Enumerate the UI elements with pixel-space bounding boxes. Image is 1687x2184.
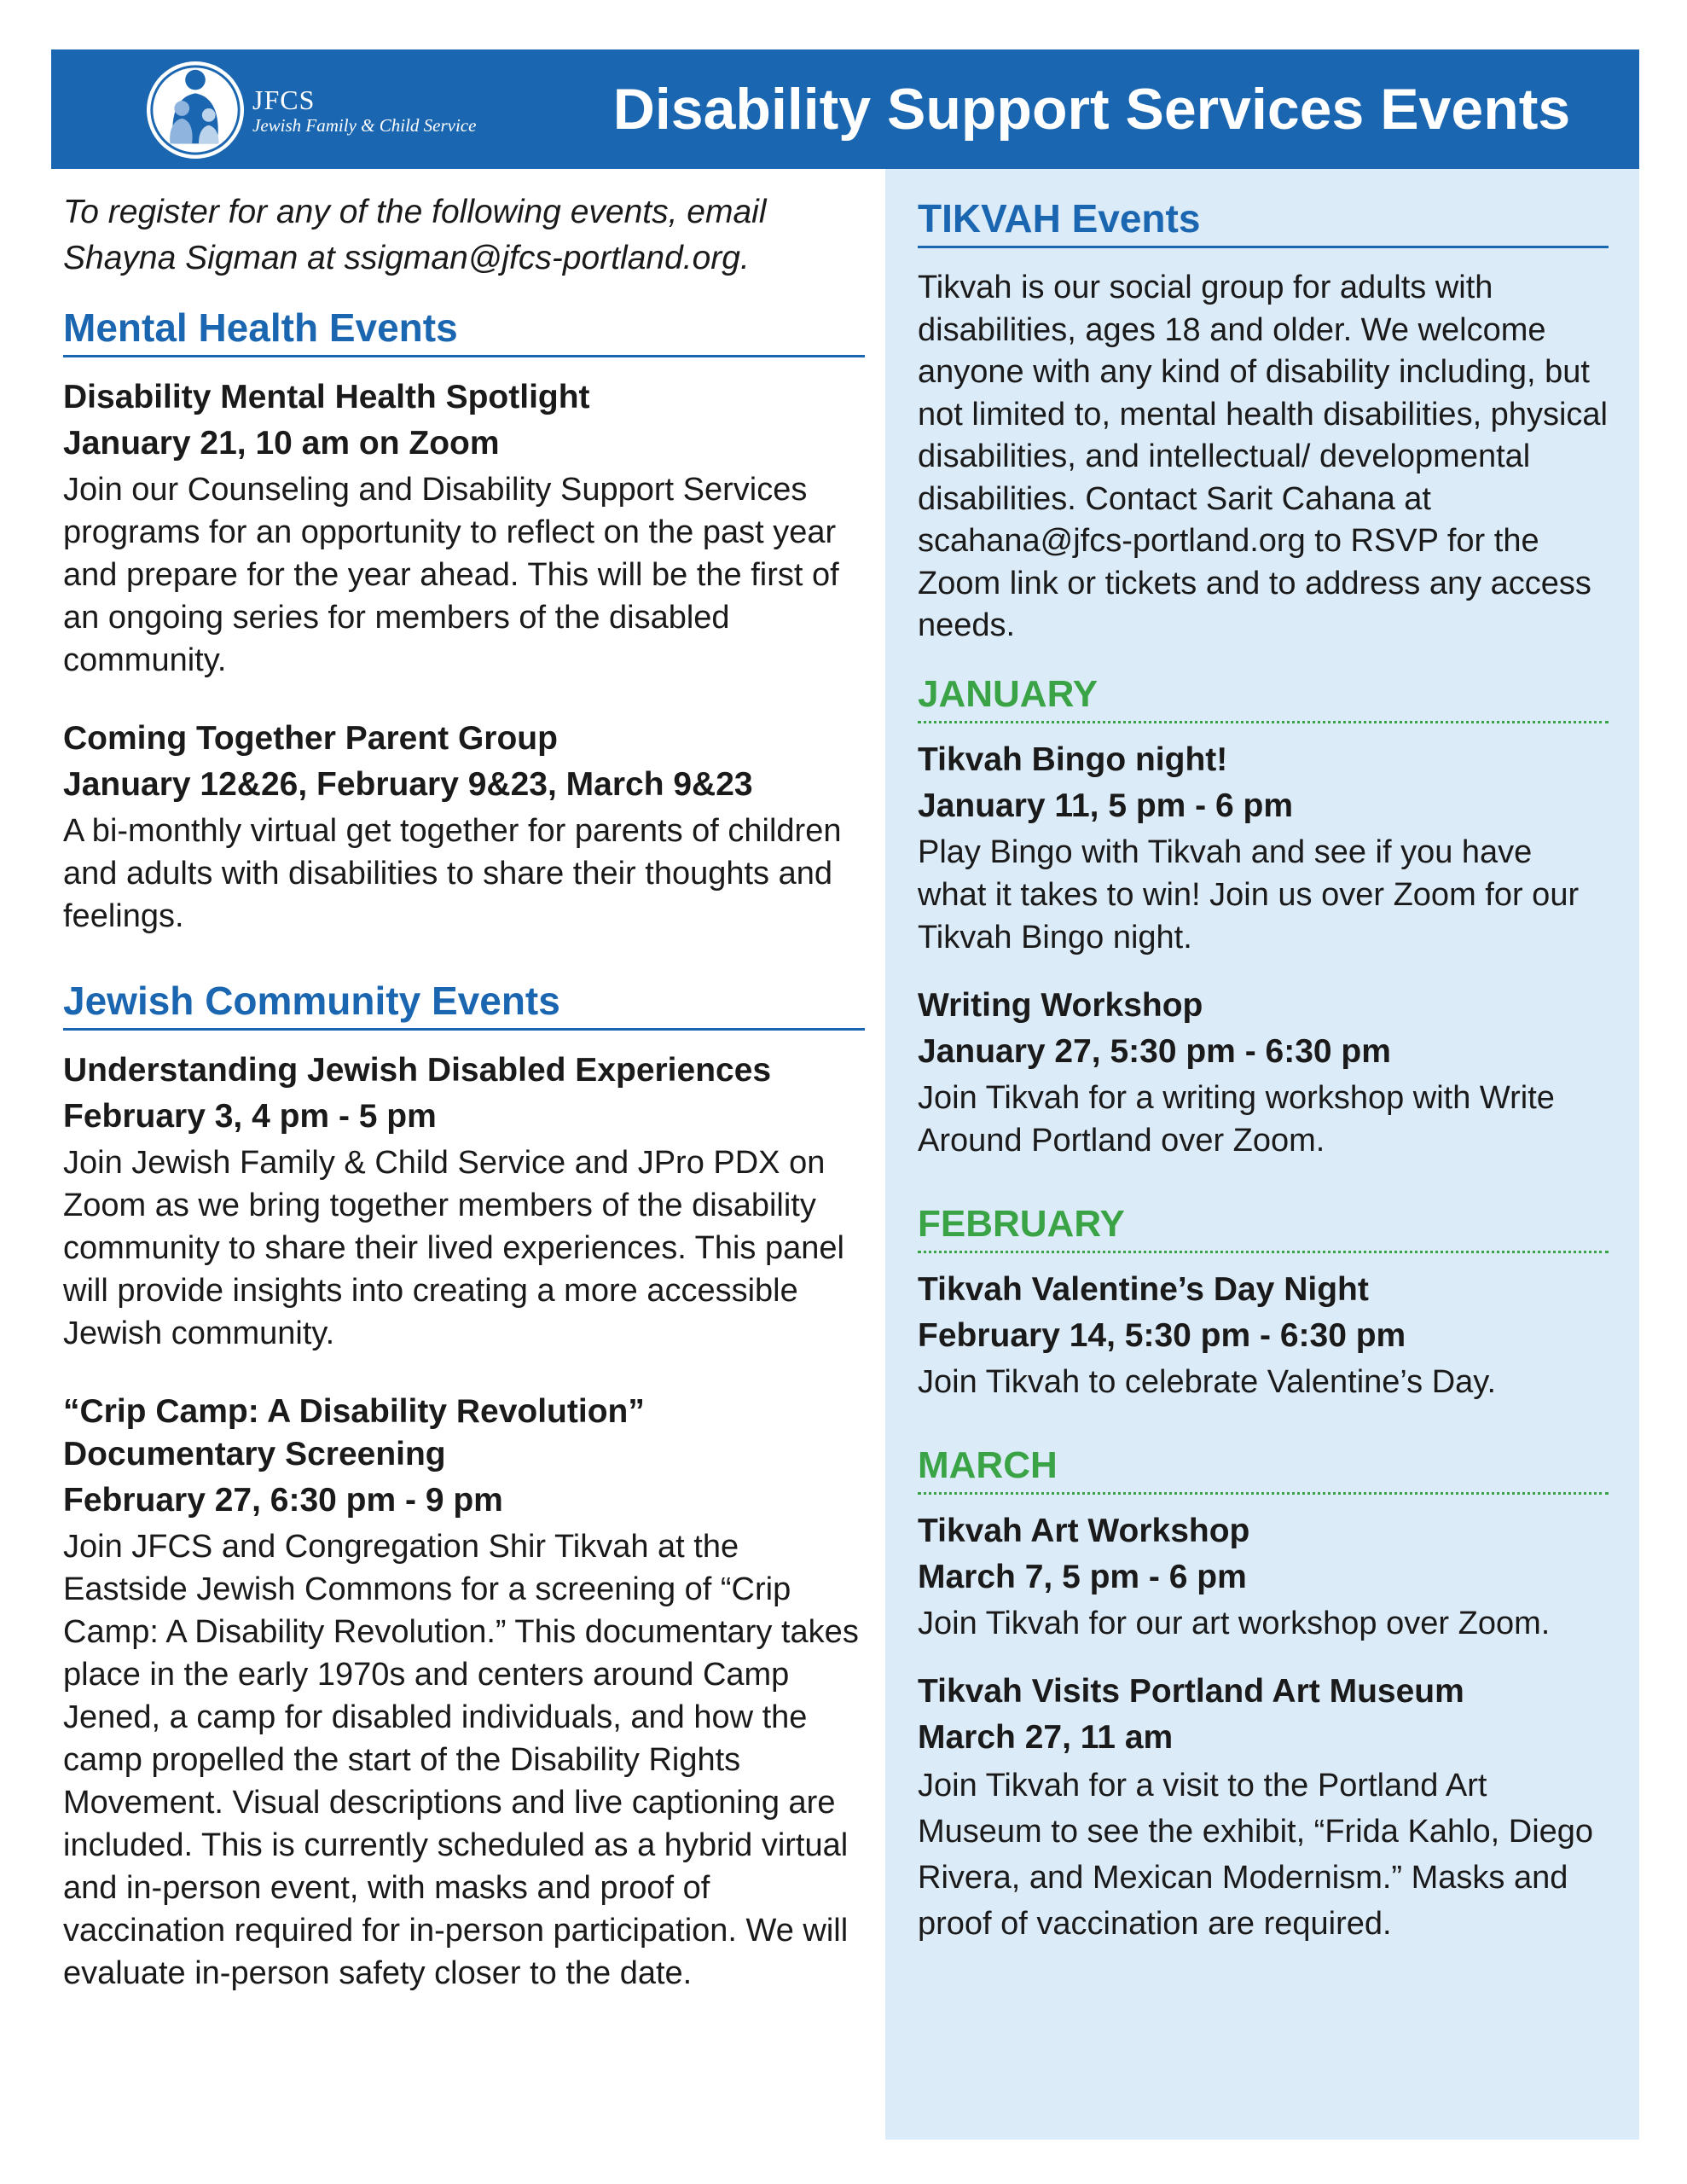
event-title: Understanding Jewish Disabled Experiences [63, 1052, 772, 1089]
event-date: February 14, 5:30 pm - 6:30 pm [918, 1316, 1406, 1354]
event-item [918, 985, 1609, 1162]
event-item [918, 1269, 1609, 1403]
event-date: January 12&26, February 9&23, March 9&23 [63, 766, 753, 803]
section-heading-mental-health: Mental Health Events [63, 300, 865, 357]
event-title: Tikvah Bingo night! [918, 741, 1228, 778]
jfcs-logo-icon [145, 60, 246, 160]
event-title: Writing Workshop [918, 986, 1203, 1024]
event-item [63, 376, 865, 682]
month-heading-january: JANUARY [918, 668, 1609, 723]
section-heading-tikvah: TIKVAH Events [918, 191, 1609, 248]
event-date: January 27, 5:30 pm - 6:30 pm [918, 1032, 1391, 1070]
event-title: Coming Together Parent Group [63, 720, 558, 757]
event-description: Join Tikvah for our art workshop over Zoom. [918, 1605, 1551, 1641]
logo-abbreviation: JFCS [252, 84, 316, 115]
event-date: February 3, 4 pm - 5 pm [63, 1098, 437, 1135]
event-date: January 21, 10 am on Zoom [63, 425, 500, 462]
jewish-community-section [63, 973, 865, 1995]
registration-intro: To register for any of the following events, email Shayna Sigman at ssigman@jfcs-portland.org. [63, 194, 767, 276]
month-heading-february: FEBRUARY [918, 1198, 1609, 1253]
logo-full-name: Jewish Family & Child Service [252, 115, 477, 136]
event-item [63, 1049, 865, 1355]
event-description: Join our Counseling and Disability Support Services programs for an opportunity to reflect on the past year and prepare for the year ahead. This will be the first of an ongoing series for members of the disabled community. [63, 472, 839, 678]
event-description: Join Tikvah to celebrate Valentine’s Day. [918, 1363, 1497, 1400]
event-description: Play Bingo with Tikvah and see if you have what it takes to win! Join us over Zoom for our Tikvah Bingo night. [918, 834, 1580, 956]
right-column [918, 191, 1609, 1947]
event-title: “Crip Camp: A Disability Revolution” Documentary Screening [63, 1393, 645, 1472]
tikvah-panel [885, 169, 1639, 2140]
event-description: Join Tikvah for a writing workshop with Write Around Portland over Zoom. [918, 1079, 1555, 1159]
page-header [51, 49, 1639, 169]
event-title: Tikvah Visits Portland Art Museum [918, 1672, 1464, 1710]
event-date: January 11, 5 pm - 6 pm [918, 787, 1294, 824]
event-description: Join Jewish Family & Child Service and JPro PDX on Zoom as we bring together members of the disability community to share their lived experiences. This panel will provide insights into creating a more accessible Jewish community. [63, 1145, 844, 1351]
tikvah-description: Tikvah is our social group for adults with disabilities, ages 18 and older. We welcome anyone with any kind of disability including, but not limited to, mental health disabilities, physical disabilities, and intellectual/ developmental disabilities. Contact Sarit Cahana at scahana@jfcs-portland.org to RSVP for the Zoom link or tickets and to address any access needs. [918, 270, 1608, 643]
event-title: Tikvah Valentine’s Day Night [918, 1270, 1369, 1308]
logo-text [252, 85, 476, 136]
event-item [918, 1510, 1609, 1645]
event-title: Disability Mental Health Spotlight [63, 379, 590, 415]
section-heading-jewish-community: Jewish Community Events [63, 973, 865, 1031]
event-item [63, 717, 865, 938]
event-description: A bi-monthly virtual get together for parents of children and adults with disabilities to share their thoughts and feelings. [63, 813, 842, 934]
event-title: Tikvah Art Workshop [918, 1512, 1250, 1549]
event-item [918, 739, 1609, 959]
event-item [63, 1391, 865, 1995]
left-column [63, 189, 865, 1995]
event-description: Join Tikvah for a visit to the Portland Art Museum to see the exhibit, “Frida Kahlo, Diego Rivera, and Mexican Modernism.” Masks and proof of vaccination are required. [918, 1767, 1594, 1942]
event-description: Join JFCS and Congregation Shir Tikvah at the Eastside Jewish Commons for a screening of “Crip Camp: A Disability Revolution.” This documentary takes place in the early 1970s and centers around Camp Jened, a camp for disabled individuals, and how the camp propelled the start of the Disability Rights Movement. Visual descriptions and live captioning are included. This is currently scheduled as a hybrid virtual and in-person event, with masks and proof of vaccination required for in-person participation. We will evaluate in-person safety closer to the date. [63, 1529, 859, 1991]
event-date: February 27, 6:30 pm - 9 pm [63, 1482, 503, 1519]
month-heading-march: MARCH [918, 1439, 1609, 1495]
page-title: Disability Support Services Events [612, 77, 1571, 142]
event-date: March 7, 5 pm - 6 pm [918, 1558, 1247, 1595]
mental-health-section [63, 300, 865, 938]
event-item [918, 1670, 1609, 1947]
event-date: March 27, 11 am [918, 1718, 1174, 1756]
